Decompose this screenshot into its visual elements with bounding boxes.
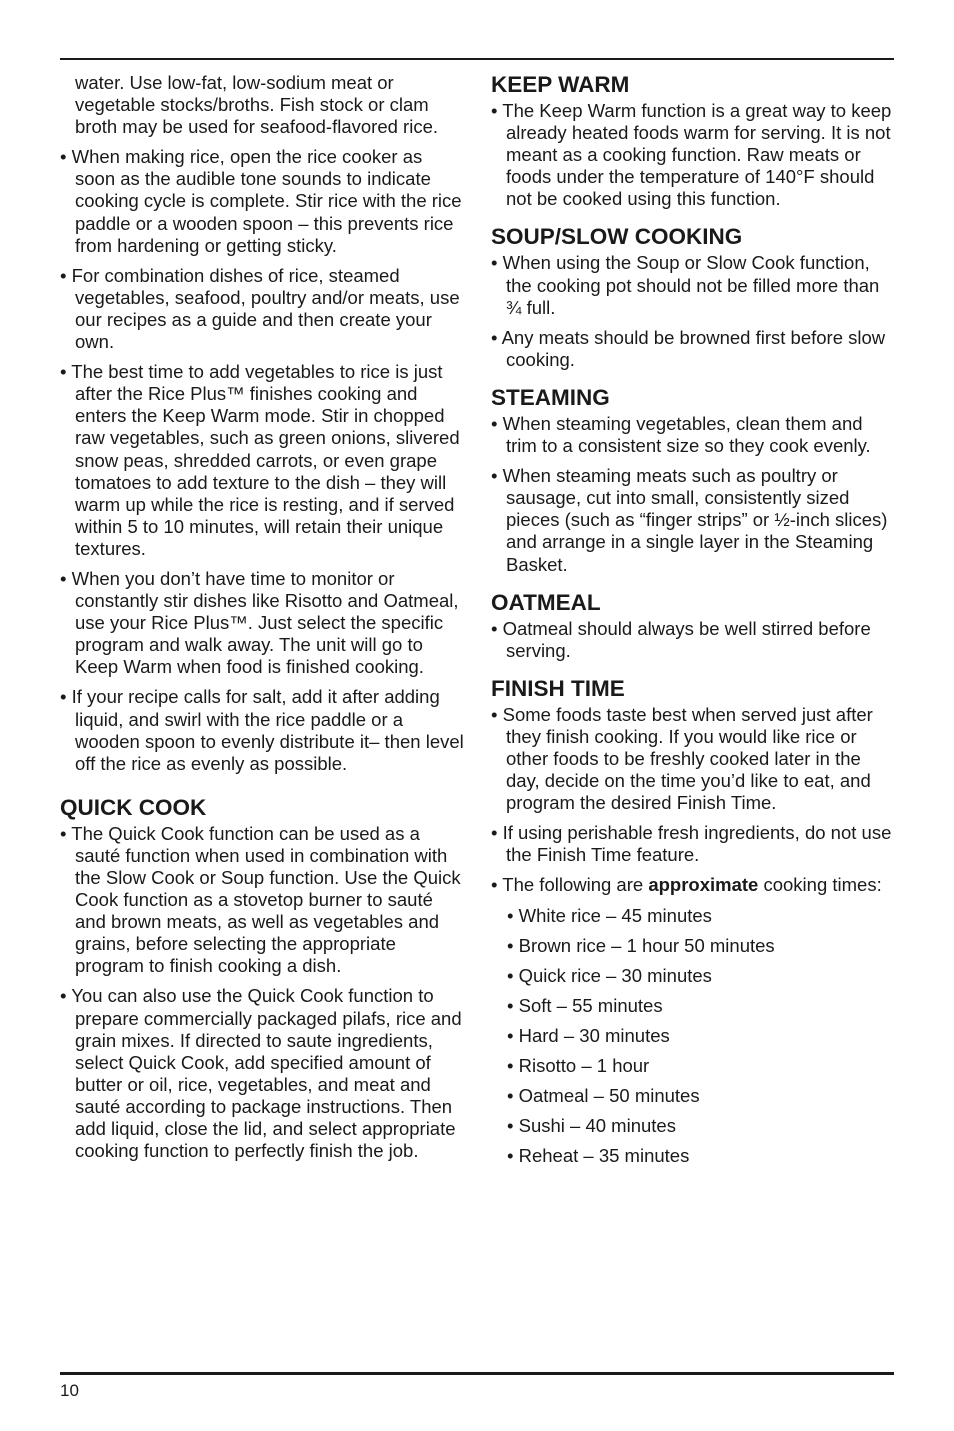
cooking-times-intro — [491, 874, 896, 896]
intro-paragraph: water. Use low-fat, low-sodium meat or vegetable stocks/broths. Fish stock or clam broth may be used for seafood-flavored rice. — [75, 72, 438, 138]
cooking-time-item: • Hard – 30 minutes — [507, 1024, 670, 1046]
list-item: • You can also use the Quick Cook function to prepare commercially packaged pilafs, rice and grain mixes. If directed to saute ingredients, select Quick Cook, add specified amount of butter or oil, rice, vegetables, and meat and sauté according to package instructions. Then add liquid, close the lid, and select appropriate cooking function to perfectly finish the job. — [60, 985, 462, 1162]
list-item: • The Quick Cook function can be used as a sauté function when used in combination with the Slow Cook or Soup function. Use the Quick Cook function as a stovetop burner to sauté and brown meats, as well as vegetables and grains, before selecting the appropriate program to finish cooking a dish. — [60, 822, 461, 977]
list-item: • The best time to add vegetables to rice is just after the Rice Plus™ finishes cooking and enters the Keep Warm mode. Stir in chopped raw vegetables, such as green onions, slivered snow peas, shredded carrots, or even grape tomatoes to add texture to the dish – they will warm up while the rice is resting, and if served within 5 to 10 minutes, will retain their unique textures. — [60, 361, 460, 559]
cooking-time-item: • Brown rice – 1 hour 50 minutes — [507, 934, 775, 956]
list-item: • For combination dishes of rice, steamed vegetables, seafood, poultry and/or meats, use our recipes as a guide and then create your own. — [60, 264, 460, 353]
list-item: • Oatmeal should always be well stirred before serving. — [491, 617, 871, 661]
cooking-time-item: • Reheat – 35 minutes — [507, 1145, 690, 1167]
finish-time-heading: FINISH TIME — [491, 675, 625, 701]
cooking-time-item: • Sushi – 40 minutes — [507, 1115, 676, 1137]
cooking-time-item: • Quick rice – 30 minutes — [507, 964, 712, 986]
list-item: • When using the Soup or Slow Cook function, the cooking pot should not be filled more than ¾ full. — [491, 252, 880, 318]
cooking-time-item: • Soft – 55 minutes — [507, 994, 663, 1016]
cooking-time-item: • Risotto – 1 hour — [507, 1055, 650, 1076]
list-item: • If your recipe calls for salt, add it after adding liquid, and swirl with the rice paddle or a wooden spoon to evenly distribute it– then level off the rice as evenly as possible. — [60, 686, 464, 774]
approximate-emphasis: approximate — [648, 874, 759, 896]
list-item: • When steaming meats such as poultry or sausage, cut into small, consistently sized pieces (such as “finger strips” or ½-inch slices) and arrange in a single layer in the Steaming Basket. — [491, 465, 888, 575]
quick-cook-heading: QUICK COOK — [60, 794, 207, 820]
right-column — [491, 72, 896, 1175]
soup-slow-cooking-heading: SOUP/SLOW COOKING — [491, 224, 743, 250]
list-item: • Some foods taste best when served just after they finish cooking. If you would like rice or other foods to be freshly cooked later in the day, decide on the time you’d like to eat, and program the desired Finish Time. — [491, 703, 873, 814]
cooking-times-intro-pre: • The following are — [491, 874, 649, 896]
list-item: • When steaming vegetables, clean them and trim to a consistent size so they cook evenly. — [491, 412, 871, 457]
list-item: • The Keep Warm function is a great way to keep already heated foods warm for serving. It is not meant as a cooking function. Raw meats or foods under the temperature of 140°F should not be cooked using this function. — [491, 100, 892, 210]
cooking-time-item: • White rice – 45 minutes — [507, 904, 712, 926]
bottom-rule — [60, 1372, 894, 1375]
cooking-times-intro-post: cooking times: — [758, 874, 882, 896]
oatmeal-heading: OATMEAL — [491, 589, 601, 615]
list-item: • If using perishable fresh ingredients, do not use the Finish Time feature. — [491, 822, 892, 866]
list-item: • When you don’t have time to monitor or constantly stir dishes like Risotto and Oatmeal, use your Rice Plus™. Just select the specific program and walk away. The unit will go to Keep Warm when food is finished cooking. — [60, 567, 459, 678]
left-column — [60, 72, 466, 1170]
keep-warm-heading: KEEP WARM — [491, 72, 630, 97]
page-number: 10 — [60, 1381, 79, 1400]
steaming-heading: STEAMING — [491, 384, 610, 410]
list-item: • When making rice, open the rice cooker as soon as the audible tone sounds to indicate cooking cycle is complete. Stir rice with the rice paddle or a wooden spoon – this prevents rice from hardening or getting sticky. — [60, 146, 462, 256]
cooking-time-item: • Oatmeal – 50 minutes — [507, 1085, 700, 1107]
top-rule — [60, 58, 894, 60]
list-item: • Any meats should be browned first before slow cooking. — [491, 326, 886, 370]
